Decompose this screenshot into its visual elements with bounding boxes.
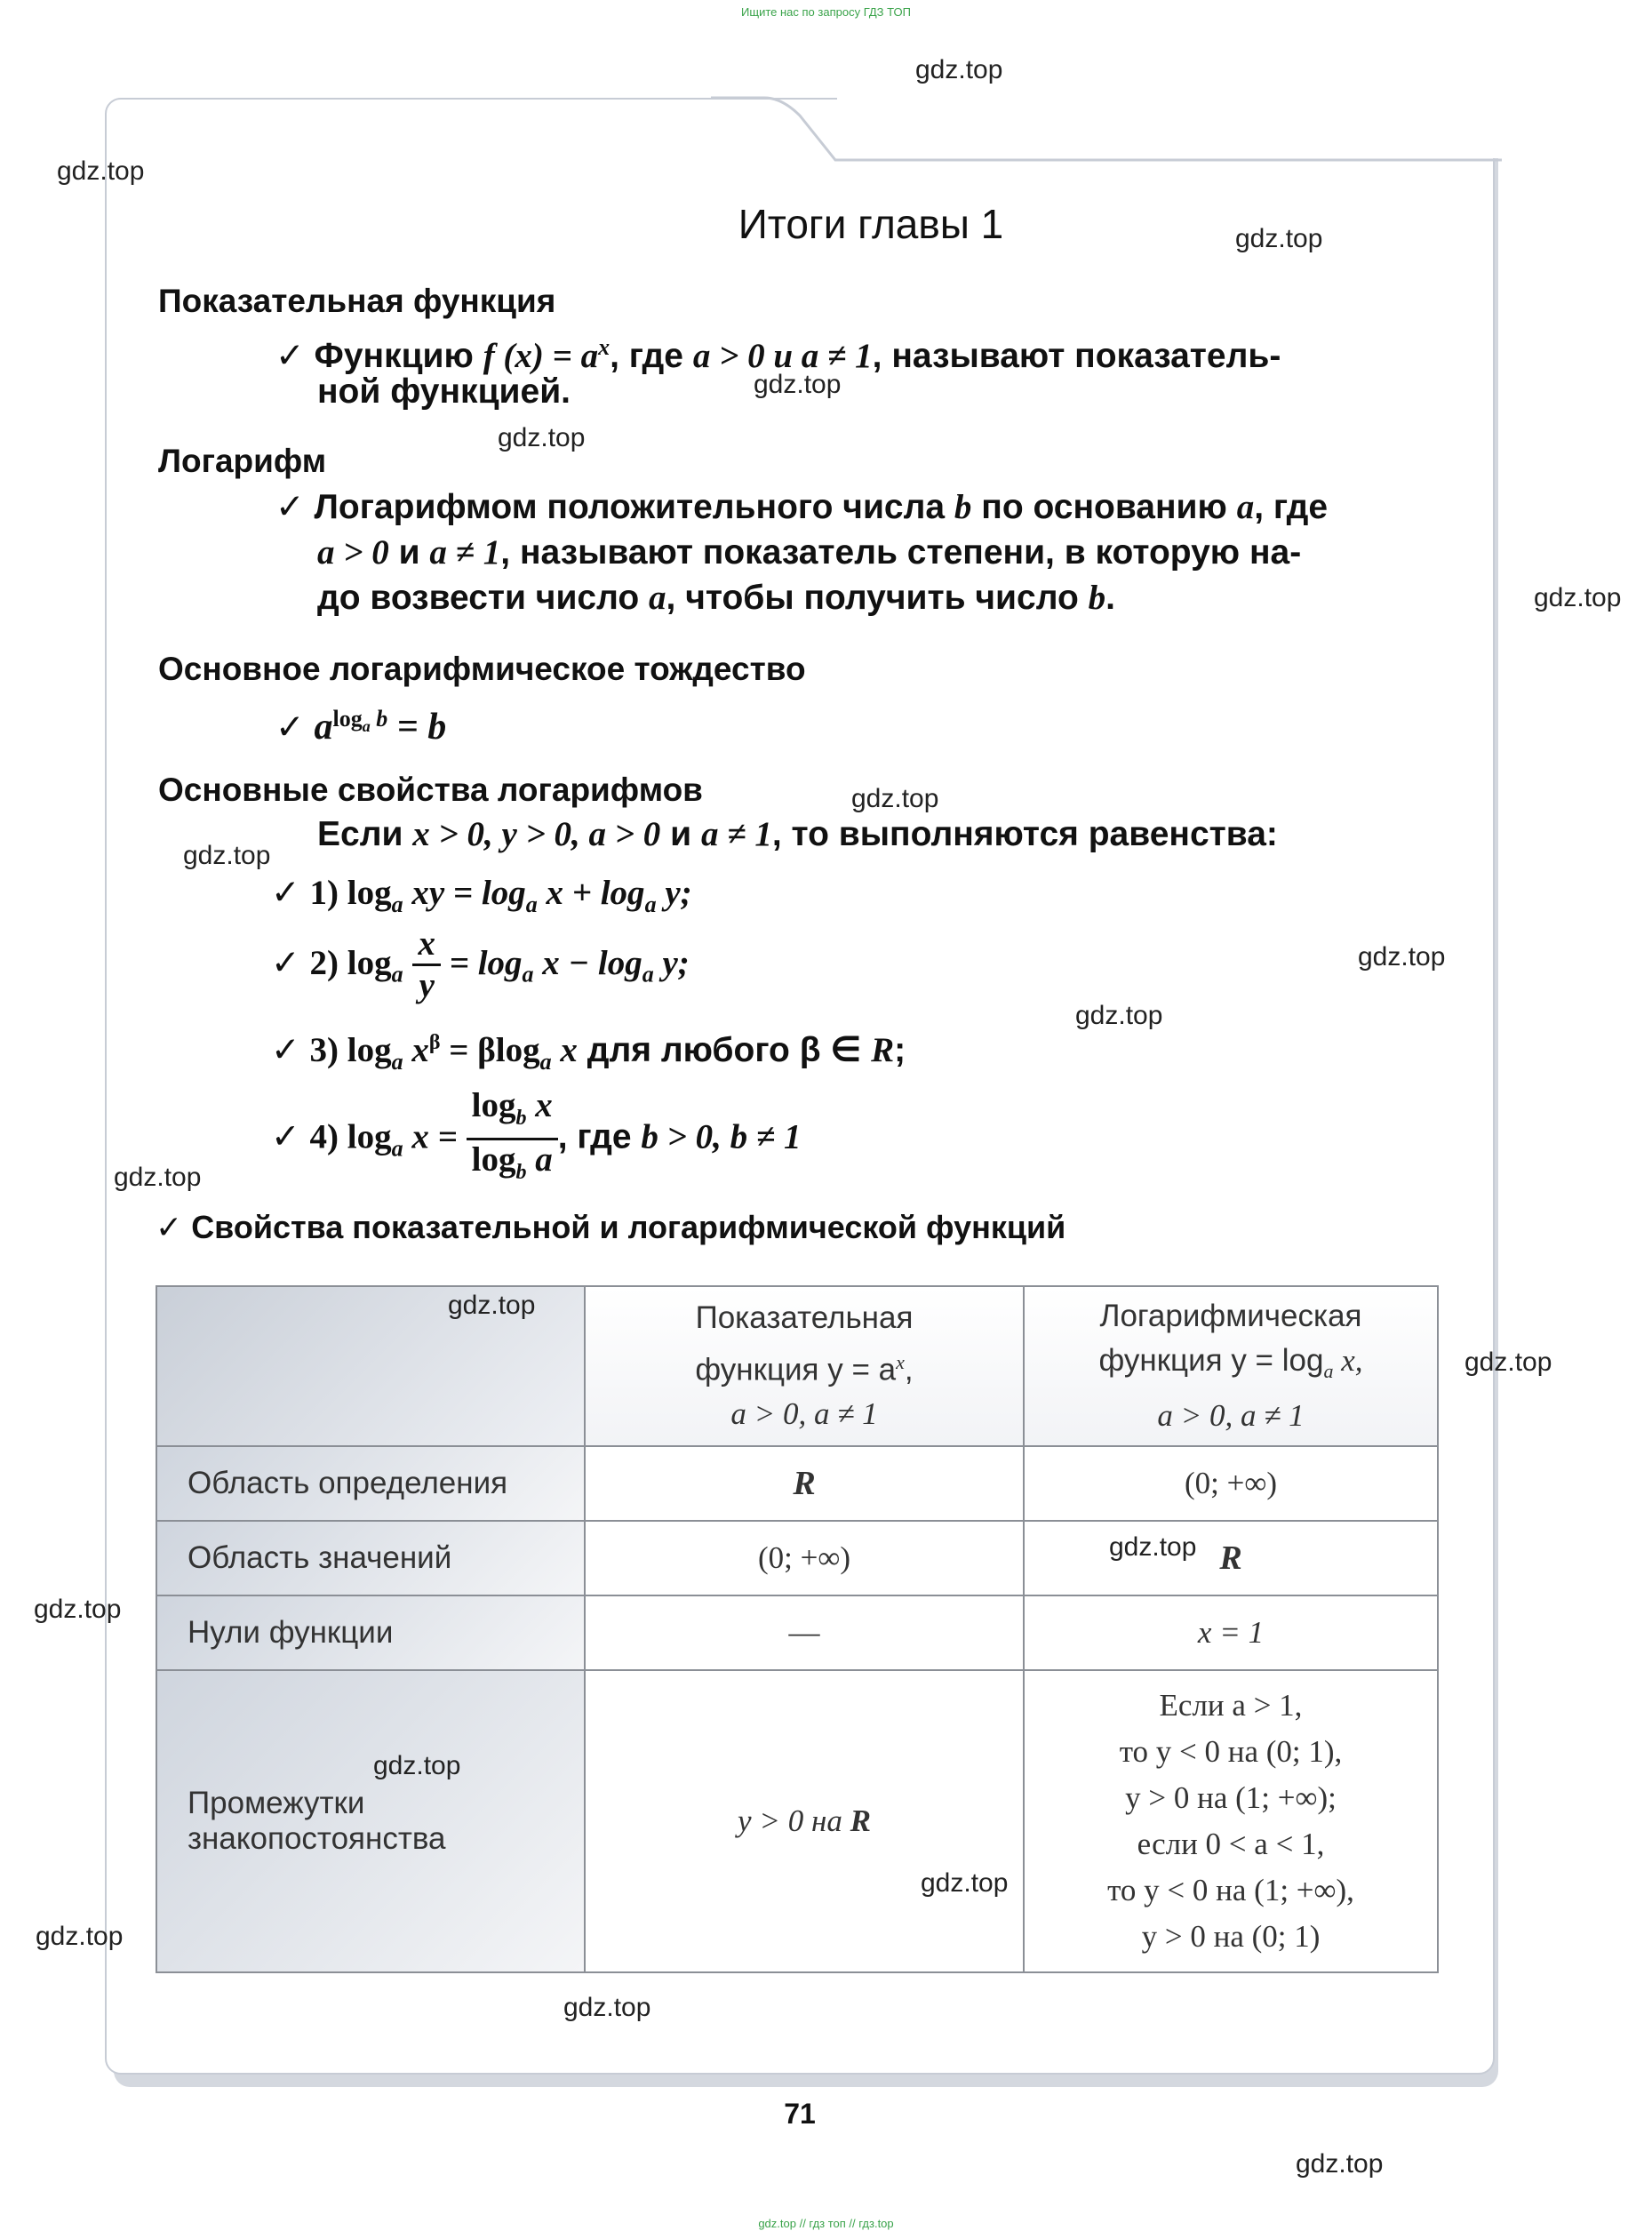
cell-sign-exp [585,1670,1024,1972]
log-text-3b: , чтобы получить число [666,579,1089,617]
log-cond-b: a ≠ 1 [429,533,501,572]
log-text-1a: Логарифмом положительного числа [314,488,954,526]
p2-sub: a [391,961,403,988]
log-b2: b [1088,579,1106,617]
property-2 [271,924,690,1005]
p1-log: log [347,874,392,912]
identity-exp-b: b [370,706,388,732]
section-heading-props: Основные свойства логарифмов [158,772,703,808]
props-and: и [660,815,701,853]
sign-log-line: если 0 < a < 1, [1137,1827,1325,1861]
cell-sign-log [1024,1670,1438,1972]
exp-text: Функцию [314,337,483,375]
p4-num: 4) [309,1117,347,1156]
row-label-sign [156,1670,585,1972]
property-3 [271,1020,906,1084]
watermark: gdz.top [1109,1532,1197,1562]
properties-table [156,1285,1439,1973]
header-exp-sup: x [896,1350,905,1373]
p1-num: 1) [309,874,347,912]
check-icon: ✓ [271,1116,300,1157]
cell-range-log: R [1024,1521,1438,1595]
watermark: gdz.top [921,1868,1009,1898]
header-exp-title: Показательная [695,1299,914,1335]
card-tab-shape [711,89,1511,169]
p3-x2: x [551,1031,578,1069]
watermark: gdz.top [1534,583,1622,612]
p1-sub3: a [644,891,657,917]
page-title: Итоги главы 1 [738,201,1004,247]
header-exp-comma: , [904,1352,914,1387]
p4-lhs: x = [403,1117,467,1156]
p4-den-a: a [526,1139,553,1179]
log-b: b [954,488,972,526]
header-log-function [1024,1286,1438,1446]
log-a2: a [649,579,666,617]
p4-num-x: x [526,1086,553,1124]
cell-zeros-log: x = 1 [1024,1595,1438,1670]
sign-log-line: y > 0 на (0; 1) [1141,1919,1321,1954]
p4-num-log: log [471,1086,516,1124]
header-exp-function [585,1286,1024,1446]
table-header-row [156,1286,1438,1446]
sign-log-line: y > 0 на (1; +∞); [1125,1780,1337,1815]
watermark: gdz.top [183,841,271,870]
p2-frac-num: x [412,924,441,966]
p4-log: log [347,1117,392,1156]
p2-sub3: a [642,961,654,988]
header-exp-cond: a > 0, a ≠ 1 [730,1396,878,1432]
log-cond-a: a > 0 [317,533,389,572]
p3-sub: a [391,1048,403,1075]
watermark: gdz.top [57,156,145,186]
p2-fraction [412,924,441,1005]
watermark: gdz.top [114,1163,202,1192]
section-heading-funcs [156,1209,1065,1246]
cell-sign-exp-R: R [850,1803,871,1838]
page-number: 71 [784,2098,816,2130]
header-log-formula: функция y = log [1098,1343,1324,1378]
p1-rest3: y; [656,874,692,912]
p2-frac-den: y [419,966,435,1004]
check-icon: ✓ [271,1030,300,1070]
props-cond-e: , то выполняются равенства: [771,815,1278,853]
exp-definition-line2: ной функцией. [317,372,571,411]
log-text-1b: по основанию [971,488,1237,526]
p4-cond: b > 0, b ≠ 1 [641,1117,802,1156]
p4-fraction [467,1086,558,1192]
props-condition [317,812,1278,857]
p3-end: ; [894,1031,906,1069]
check-icon: ✓ [275,487,305,527]
p1-sub2: a [525,891,538,917]
table-row [156,1595,1438,1670]
log-definition-line2 [317,531,1301,575]
watermark: gdz.top [1296,2149,1384,2179]
header-exp-formula: функция y = a [695,1352,897,1387]
log-text-1c: , где [1254,488,1329,526]
p2-rest: = log [440,943,523,982]
exp-sup: x [598,334,611,360]
log-a: a [1236,488,1255,526]
identity-formula [275,697,446,750]
header-log-x: x, [1333,1343,1363,1378]
watermark: gdz.top [851,784,939,813]
cell-domain-exp: R [585,1446,1024,1521]
p2-rest3: y; [653,943,690,982]
p1-rest2: x + log [537,874,645,912]
p3-mid: = βlog [440,1031,540,1069]
exp-text-c: , называют показатель- [872,337,1281,375]
cell-zeros-exp: — [585,1595,1024,1670]
check-icon: ✓ [271,873,300,913]
funcs-heading-text: Свойства показательной и логарифмической функций [191,1209,1066,1245]
watermark: gdz.top [915,55,1003,84]
cell-range-exp: (0; +∞) [585,1521,1024,1595]
p1-rest: xy = log [403,874,526,912]
row-label-sign-2: знакопостоянства [188,1821,446,1856]
log-text-and: и [388,533,430,572]
p4-sub: a [391,1135,403,1162]
sign-log-line: то y < 0 на (1; +∞), [1107,1873,1354,1907]
table-row [156,1521,1438,1595]
identity-sub: a [362,717,371,736]
log-definition-line1 [275,485,1328,530]
p3-R: R [871,1031,895,1069]
identity-base: a [314,707,333,748]
props-cond-b: x > 0, y > 0, a > 0 [412,815,661,853]
watermark: gdz.top [1358,942,1446,972]
p4-num-sub: b [515,1106,527,1130]
watermark: gdz.top [36,1922,124,1951]
cell-domain-log: (0; +∞) [1024,1446,1438,1521]
exp-text-b: , где [610,337,693,375]
watermark: gdz.top [34,1595,122,1624]
watermark: gdz.top [1075,1001,1163,1030]
watermark: gdz.top [498,423,586,452]
sign-log-line: то y < 0 на (0; 1), [1119,1734,1343,1769]
props-if: Если [317,815,413,853]
p3-text: для любого β ∈ [577,1031,872,1069]
p2-log: log [347,943,392,982]
watermark: gdz.top [754,370,842,399]
watermark: gdz.top [448,1291,536,1320]
row-label-domain: Область определения [156,1446,585,1521]
p2-rest2: x − log [533,943,642,982]
log-definition-line3: до возвести число a, чтобы получить число b. [317,579,1115,617]
p3-sub2: a [539,1048,552,1075]
identity-log: log [332,706,363,732]
section-heading-identity: Основное логарифмическое тождество [158,651,806,687]
row-label-range: Область значений [156,1521,585,1595]
identity-rhs: = b [387,707,447,748]
exp-formula: f (x) = a [483,337,599,375]
search-hint: Ищите нас по запросу ГДЗ ТОП [741,5,911,19]
log-text-3a: до возвести число [317,579,650,617]
check-icon: ✓ [275,336,305,376]
watermark: gdz.top [563,1993,651,2022]
header-log-title: Логарифмическая [1099,1299,1362,1333]
bottom-hint: gdz.top // гдз топ // гдз.top [758,2217,894,2230]
row-label-sign-1: Промежутки [188,1786,365,1820]
watermark: gdz.top [1235,224,1323,253]
cell-sign-exp-text: y > 0 на [738,1803,850,1838]
section-heading-exp: Показательная функция [158,283,556,319]
section-heading-log: Логарифм [158,443,327,479]
p3-x: x [403,1031,429,1069]
property-4 [271,1086,802,1192]
props-cond-d: a ≠ 1 [700,815,772,853]
p3-log: log [347,1031,392,1069]
header-log-cond: a > 0, a ≠ 1 [1157,1398,1305,1433]
check-icon: ✓ [275,708,305,748]
p3-sup: β [428,1031,441,1054]
property-1 [271,871,692,927]
exp-cond: a > 0 и a ≠ 1 [692,337,873,375]
header-log-sub: a [1323,1360,1334,1382]
check-icon: ✓ [271,942,300,983]
sign-log-line: Если a > 1, [1159,1688,1303,1723]
table-row [156,1670,1438,1972]
check-icon: ✓ [156,1210,183,1246]
p2-sub2: a [522,961,534,988]
p3-num: 3) [309,1031,347,1069]
p1-sub: a [391,891,403,917]
log-text-2d: , называют показатель степени, в которую на- [500,533,1302,572]
table-row [156,1446,1438,1521]
row-label-zeros: Нули функции [156,1595,585,1670]
p2-num: 2) [309,943,347,982]
p4-den-log: log [471,1139,516,1179]
watermark: gdz.top [1464,1347,1552,1377]
p4-text: , где [557,1117,642,1156]
p4-den-sub: b [515,1160,527,1184]
watermark: gdz.top [373,1751,461,1780]
